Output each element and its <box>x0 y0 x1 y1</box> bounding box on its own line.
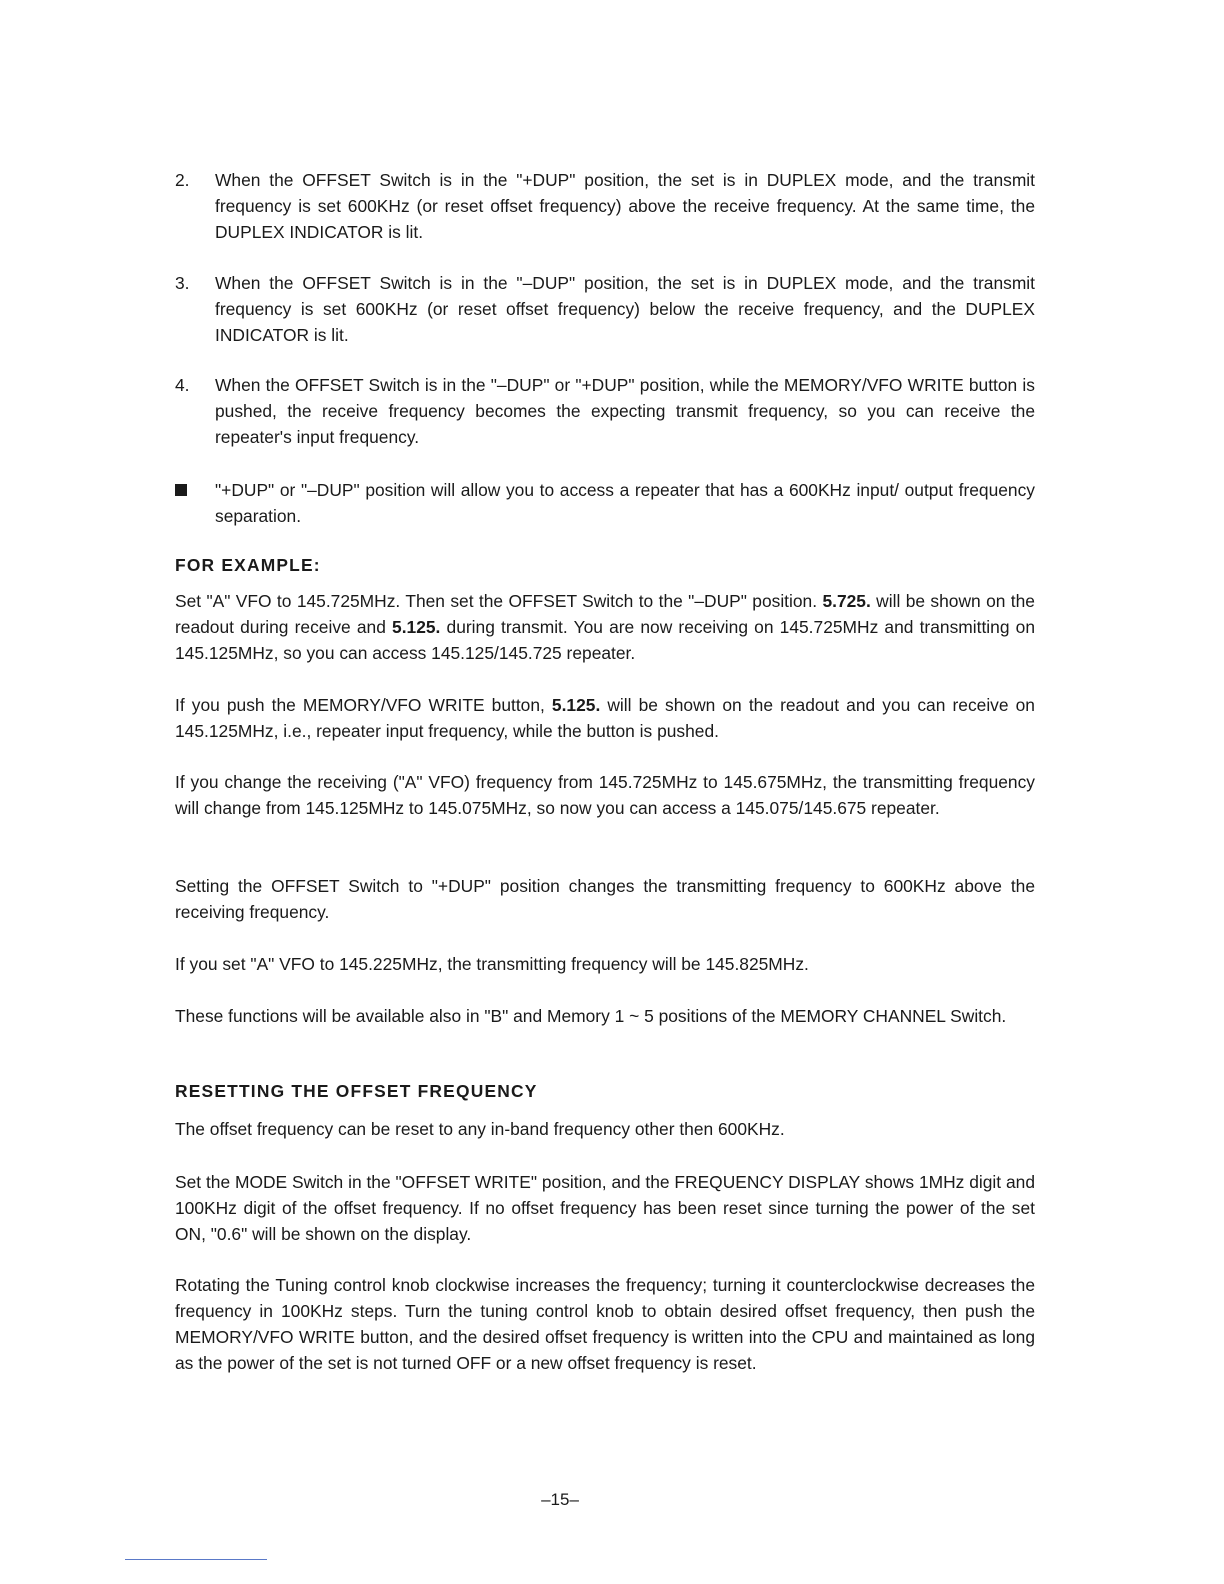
list-marker: 4. <box>175 375 190 395</box>
text-run: will be shown on the readout and you can receive on 145.125MHz, i.e., repeater input frequency, while the button is pushed. <box>175 695 1035 741</box>
resetting-paragraph-2: Set the MODE Switch in the "OFFSET WRITE" position, and the FREQUENCY DISPLAY shows 1MHz digit and 100KHz digit of the offset frequency. If no offset frequency has been reset since turning the power of the set ON, "0.6" will be shown on the display. <box>175 1172 1035 1244</box>
list-item-4 <box>175 372 1035 450</box>
list-item-3 <box>175 270 1035 348</box>
list-item-text: When the OFFSET Switch is in the "–DUP" or "+DUP" position, while the MEMORY/VFO WRITE button is pushed, the receive frequency becomes the expecting transmit frequency, so you can receive the repeater's input frequency. <box>215 375 1035 447</box>
text-run: will be shown on the readout during receive and <box>175 591 1035 637</box>
square-bullet-icon <box>175 484 187 496</box>
section-heading-resetting: RESETTING THE OFFSET FREQUENCY <box>175 1081 538 1101</box>
section-heading-example: FOR EXAMPLE: <box>175 555 321 575</box>
list-marker: 3. <box>175 273 190 293</box>
list-item-text: When the OFFSET Switch is in the "–DUP" position, the set is in DUPLEX mode, and the transmit frequency is set 600KHz (or reset offset frequency) below the receive frequency, and the DUPLEX INDICATOR is lit. <box>215 273 1035 345</box>
example-paragraph-5: If you set "A" VFO to 145.225MHz, the transmitting frequency will be 145.825MHz. <box>175 954 809 974</box>
readout-value: 5.125. <box>551 695 601 715</box>
text-run: If you push the MEMORY/VFO WRITE button, <box>175 695 552 715</box>
text-run: Set "A" VFO to 145.725MHz. Then set the OFFSET Switch to the "–DUP" position. <box>175 591 823 611</box>
example-paragraph-2 <box>175 692 1035 744</box>
page-number: –15– <box>541 1490 579 1509</box>
readout-value: 5.125. <box>392 617 441 637</box>
example-paragraph-1 <box>175 588 1035 666</box>
bullet-note <box>175 477 1035 529</box>
bullet-note-text: "+DUP" or "–DUP" position will allow you to access a repeater that has a 600KHz input/ output frequency separation. <box>215 480 1035 526</box>
bottom-rule <box>125 1559 267 1560</box>
text-run: during transmit. You are now receiving on 145.725MHz and transmitting on 145.125MHz, so you can access 145.125/145.725 repeater. <box>175 617 1035 663</box>
example-paragraph-3: If you change the receiving ("A" VFO) frequency from 145.725MHz to 145.675MHz, the transmitting frequency will change from 145.125MHz to 145.075MHz, so now you can access a 145.075/145.675 repeater. <box>175 772 1035 818</box>
example-paragraph-4: Setting the OFFSET Switch to "+DUP" position changes the transmitting frequency to 600KHz above the receiving frequency. <box>175 876 1035 922</box>
example-paragraph-6: These functions will be available also in "B" and Memory 1 ~ 5 positions of the MEMORY CHANNEL Switch. <box>175 1006 1007 1026</box>
list-item-2 <box>175 167 1035 245</box>
resetting-paragraph-1: The offset frequency can be reset to any in-band frequency other then 600KHz. <box>175 1119 785 1139</box>
resetting-paragraph-3: Rotating the Tuning control knob clockwise increases the frequency; turning it counterclockwise decreases the frequency in 100KHz steps. Turn the tuning control knob to obtain desired offset frequency, then push the MEMORY/VFO WRITE button, and the desired offset frequency is written into the CPU and maintained as long as the power of the set is not turned OFF or a new offset frequency is reset. <box>175 1275 1035 1373</box>
readout-value: 5.725. <box>822 591 871 611</box>
list-item-text: When the OFFSET Switch is in the "+DUP" position, the set is in DUPLEX mode, and the transmit frequency is set 600KHz (or reset offset frequency) above the receive frequency. At the same time, the DUPLEX INDICATOR is lit. <box>215 170 1035 242</box>
list-marker: 2. <box>175 170 190 190</box>
